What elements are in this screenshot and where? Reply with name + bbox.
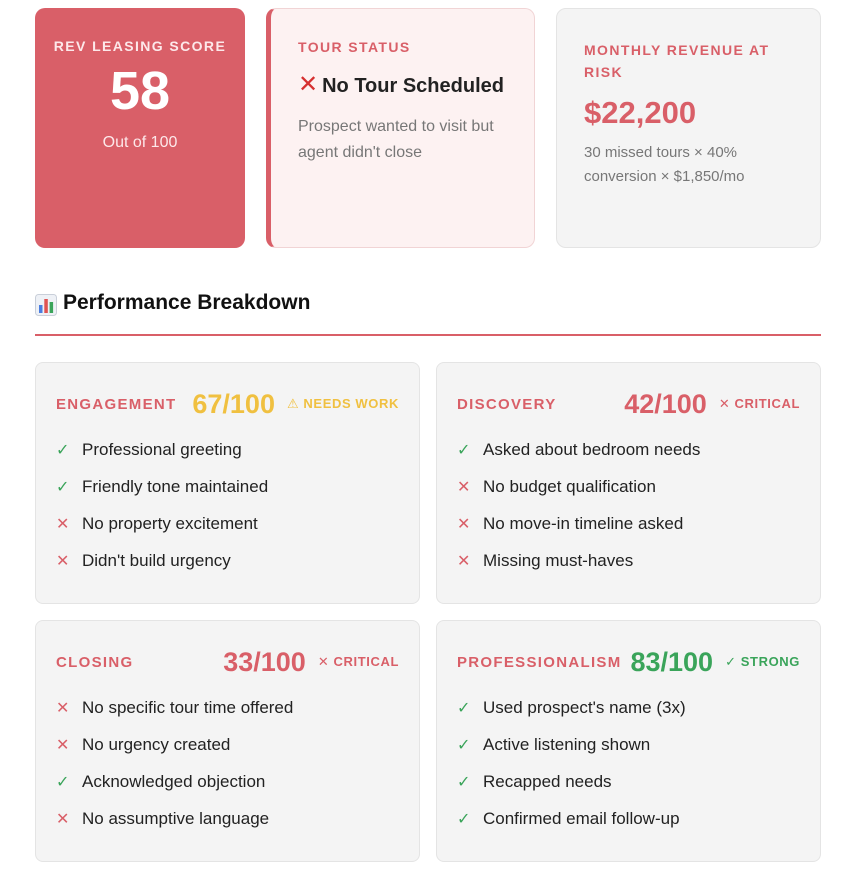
list-item-text: Asked about bedroom needs xyxy=(483,439,701,459)
metric-header xyxy=(457,387,800,421)
list-item-text: Friendly tone maintained xyxy=(82,476,269,496)
list-item-text: No budget qualification xyxy=(483,476,656,496)
cross-icon: ✕ xyxy=(457,552,471,570)
list-item xyxy=(56,689,399,726)
check-icon: ✓ xyxy=(56,441,70,459)
metric-score: 42/100 xyxy=(624,388,707,419)
tour-status-text: ✕ No Tour Scheduled xyxy=(298,71,504,98)
metric-score: 83/100 xyxy=(630,646,714,677)
score-sub: Out of 100 xyxy=(102,134,178,151)
metric-card-closing xyxy=(35,620,420,862)
list-item-text: Missing must-haves xyxy=(483,550,634,570)
check-icon: ✓ xyxy=(457,810,471,828)
check-icon: ✓ xyxy=(457,441,471,459)
cross-icon: ✕ xyxy=(56,810,70,828)
list-item-text: No move-in timeline asked xyxy=(483,513,684,533)
list-item xyxy=(56,763,399,800)
score-value: 58 xyxy=(109,61,171,121)
cross-icon: ✕ xyxy=(56,552,70,570)
check-icon: ✓ xyxy=(56,478,70,496)
list-item-text: Professional greeting xyxy=(82,439,242,459)
metric-card-discovery xyxy=(436,362,821,604)
metric-items xyxy=(56,689,399,837)
list-item xyxy=(457,800,800,837)
cross-icon: ✕ xyxy=(457,515,471,533)
metric-card-engagement xyxy=(35,362,420,604)
metrics-grid xyxy=(35,362,821,862)
metric-items xyxy=(457,689,800,837)
metric-header xyxy=(56,387,399,421)
metric-name: PROFESSIONALISM xyxy=(457,653,622,671)
x-icon: ✕ xyxy=(298,71,319,98)
section-title: Performance Breakdown xyxy=(63,291,311,314)
list-item xyxy=(457,689,800,726)
list-item-text: Confirmed email follow-up xyxy=(483,808,680,828)
list-item xyxy=(56,800,399,837)
list-item xyxy=(457,726,800,763)
metric-header xyxy=(56,645,399,679)
metric-score: 67/100 xyxy=(192,388,275,419)
cross-icon: ✕ xyxy=(56,515,70,533)
list-item xyxy=(56,431,399,468)
metric-name: ENGAGEMENT xyxy=(56,395,177,413)
status-badge: ⚠ NEEDS WORK xyxy=(286,396,399,411)
list-item-text: Used prospect's name (3x) xyxy=(483,697,686,717)
metric-items xyxy=(56,431,399,579)
check-icon: ✓ xyxy=(56,773,70,791)
list-item-text: No specific tour time offered xyxy=(82,697,294,717)
check-icon: ✓ xyxy=(457,736,471,754)
tour-status-desc: Prospect wanted to visit but agent didn't close xyxy=(298,118,494,161)
revenue-amount: $22,200 xyxy=(584,95,697,130)
tour-status-label: TOUR STATUS xyxy=(298,39,411,55)
list-item xyxy=(56,542,399,579)
list-item xyxy=(457,763,800,800)
list-item xyxy=(56,505,399,542)
summary-row xyxy=(35,8,821,248)
list-item-text: No assumptive language xyxy=(82,808,270,828)
revenue-desc: 30 missed tours × 40% conversion × $1,850/mo xyxy=(584,144,745,185)
list-item xyxy=(457,468,800,505)
status-badge: ✕ CRITICAL xyxy=(317,654,399,669)
list-item-text: No urgency created xyxy=(82,734,231,754)
list-item-text: Active listening shown xyxy=(483,734,651,754)
check-icon: ✓ xyxy=(457,773,471,791)
cross-icon: ✕ xyxy=(56,736,70,754)
list-item xyxy=(457,542,800,579)
list-item-text: Acknowledged objection xyxy=(82,771,266,791)
metric-score: 33/100 xyxy=(223,646,306,677)
cross-icon: ✕ xyxy=(56,699,70,717)
cross-icon: ✕ xyxy=(457,478,471,496)
revenue-card xyxy=(556,8,821,248)
list-item xyxy=(56,726,399,763)
score-label: REV LEASING SCORE xyxy=(53,38,227,54)
tour-status-card xyxy=(266,8,535,248)
metric-card-professionalism xyxy=(436,620,821,862)
metric-name: DISCOVERY xyxy=(457,395,557,413)
check-icon: ✓ xyxy=(457,699,471,717)
list-item xyxy=(56,468,399,505)
list-item-text: Didn't build urgency xyxy=(82,550,231,570)
metric-items xyxy=(457,431,800,579)
metric-header xyxy=(457,645,800,679)
section-header xyxy=(35,291,821,336)
list-item-text: No property excitement xyxy=(82,513,258,533)
metric-name: CLOSING xyxy=(56,653,134,671)
bar-chart-icon xyxy=(35,294,57,316)
status-badge: ✕ CRITICAL xyxy=(718,396,800,411)
list-item xyxy=(457,505,800,542)
list-item-text: Recapped needs xyxy=(483,771,612,791)
status-badge: ✓ STRONG xyxy=(725,654,800,669)
revenue-label: MONTHLY REVENUE AT RISK xyxy=(584,42,770,80)
list-item xyxy=(457,431,800,468)
score-card xyxy=(35,8,245,248)
